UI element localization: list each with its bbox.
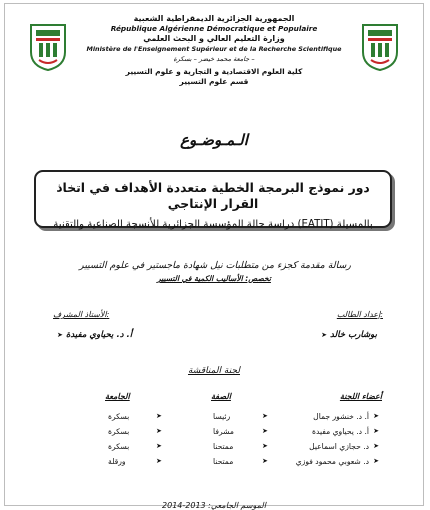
header-faculty: كلية العلوم الاقتصادية و التجارية و علوم التسيير xyxy=(125,67,303,76)
jury-member-name: د. حجازي اسماعيل xyxy=(309,442,369,451)
jury-row xyxy=(5,442,423,457)
arrow-icon: ➤ xyxy=(156,442,162,450)
degree-statement: رسالة مقدمة كجزء من متطلبات نيل شهادة ماجستير في علوم التسيير xyxy=(79,260,351,271)
subject-heading: الـمـوضـوع xyxy=(180,131,248,149)
jury-member-role: ممتحنا xyxy=(213,457,234,466)
arrow-icon: ➤ xyxy=(156,457,162,465)
institution-header xyxy=(5,14,423,87)
header-republic-ar: الجمهورية الجزائرية الديمقراطية الشعبية xyxy=(133,14,295,23)
student-name xyxy=(321,330,377,340)
jury-member-role: رئيسا xyxy=(213,412,231,421)
jury-member-university: بسكرة xyxy=(108,427,130,436)
arrow-icon: ➤ xyxy=(373,427,379,435)
arrow-icon: ➤ xyxy=(262,427,268,435)
arrow-icon: ➤ xyxy=(262,412,268,420)
academic-year: الموسم الجامعي: 2013-2014 xyxy=(162,501,266,510)
supervisor-label: الأستاذ المشرف: xyxy=(53,310,110,319)
jury-member-role: مشرفا xyxy=(213,427,234,436)
header-ministry-ar: وزارة التعليم العالي و البحث العلمي xyxy=(143,34,285,43)
document-page xyxy=(4,3,424,510)
arrow-icon: ➤ xyxy=(262,457,268,465)
arrow-icon: ➤ xyxy=(262,442,268,450)
jury-header-university: الجامعة xyxy=(105,392,130,401)
jury-header-member: أعضاء اللجنة xyxy=(339,392,382,401)
supervisor-name-text: أ. د. يحياوي مفيدة xyxy=(65,330,133,340)
thesis-title-box xyxy=(34,170,392,228)
specialization: تخصص: الأساليب الكمية في التسيير xyxy=(157,274,271,283)
jury-member-university: بسكرة xyxy=(108,442,130,451)
arrow-icon: ➤ xyxy=(156,412,162,420)
header-republic-fr: République Algérienne Démocratique et Populaire xyxy=(110,24,318,33)
arrow-icon: ➤ xyxy=(373,457,379,465)
jury-row xyxy=(5,427,423,442)
supervisor-name xyxy=(57,330,132,340)
thesis-title: دور نموذج البرمجة الخطية متعددة الأهداف في اتخاذ القرار الإنتاجي xyxy=(56,180,370,211)
arrow-icon: ➤ xyxy=(373,412,379,420)
arrow-icon: ➤ xyxy=(373,442,379,450)
jury-title: لجنة المناقشة xyxy=(187,366,240,376)
header-department: قسم علوم التسيير xyxy=(179,77,249,86)
arrow-icon: ➤ xyxy=(57,331,63,339)
student-label: إعداد الطالب: xyxy=(336,310,383,319)
jury-member-university: ورقلة xyxy=(108,457,126,466)
header-university: جامعة محمد خيضر – بسكرة – xyxy=(173,55,255,63)
jury-member-name: أ. د. يحياوي مفيدة xyxy=(312,427,369,436)
arrow-icon: ➤ xyxy=(156,427,162,435)
jury-row xyxy=(5,412,423,427)
jury-member-university: بسكرة xyxy=(108,412,130,421)
jury-member-name: د. شعوبي محمود فوزي xyxy=(295,457,369,466)
jury-member-name: أ. د. خنشور جمال xyxy=(313,412,369,421)
header-ministry-fr: Ministère de l'Enseignement Supérieur et de la Recherche Scientifique xyxy=(86,45,342,53)
arrow-icon: ➤ xyxy=(321,331,328,339)
thesis-subtitle: دراسة حالة المؤسسة الجزائرية للأنسجة الصناعية والتقنية (EATIT) بالمسيلة xyxy=(53,219,373,230)
student-name-text: بوشارب خالد xyxy=(330,330,377,340)
jury-row xyxy=(5,457,423,472)
jury-header-role: الصفة xyxy=(211,392,231,401)
jury-member-role: ممتحنا xyxy=(213,442,234,451)
